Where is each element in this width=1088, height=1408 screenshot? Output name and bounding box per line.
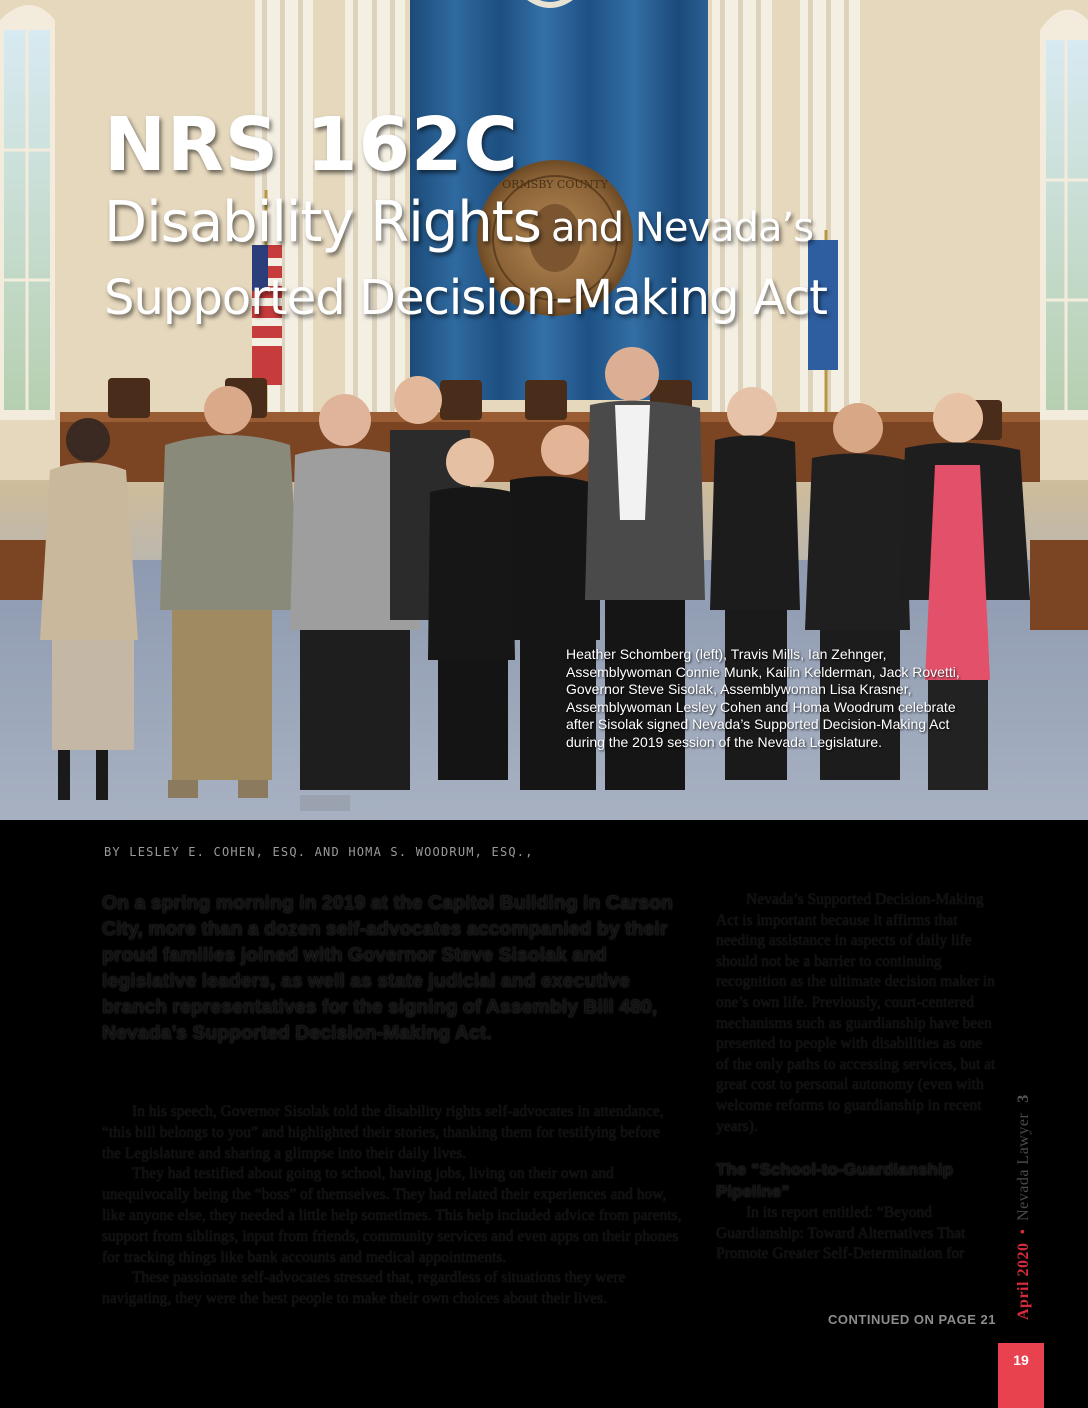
body-column-left <box>102 1102 682 1310</box>
body-paragraph: In his speech, Governor Sisolak told the disability rights self-advocates in attendance, “this bill belongs to you” and highlighted their stories, thanking them for testifying before the Legislature and sharing a glimpse into their daily lives. <box>102 1103 664 1162</box>
page-number: 19 <box>1013 1352 1029 1368</box>
photo-caption: Heather Schomberg (left), Travis Mills, Ian Zehnger, Assemblywoman Connie Munk, Kailin Kelderman, Jack Rovetti, Governor Steve Sisolak, Assemblywoman Lisa Krasner, Assemblywoman Lesley Cohen and Homa Woodrum celebrate after Sisolak signed Nevada’s Supported Decision-Making Act during the 2019 session of the Nevada Legislature. <box>566 646 960 750</box>
vertical-folio <box>1010 1020 1038 1320</box>
issue-date: April 2020 <box>1015 1242 1032 1320</box>
magazine-name: Nevada Lawyer <box>1015 1112 1032 1221</box>
body-paragraph: They had testified about going to school, having jobs, living on their own and unequivocally being the “boss” of themselves. They had related their experiences and how, like anyone else, they needed a little help sometimes. This help included advice from parents, support from siblings, input from friends, community services and even apps on their phones for tracking things like bank accounts and medical appointments. <box>102 1165 682 1266</box>
byline: BY LESLEY E. COHEN, ESQ. AND HOMA S. WOODRUM, ESQ., <box>104 845 534 859</box>
section-subhead: The “School-to-Guardianship Pipeline” <box>716 1160 954 1202</box>
body-column-right <box>716 890 998 1265</box>
folio-bullet: • <box>1015 1228 1032 1235</box>
headline-disability-rights: Disability Rights <box>104 190 541 255</box>
body-paragraph: These passionate self-advocates stressed that, regardless of situations they were navigating, they were the best people to make their own choices about their lives. <box>102 1269 626 1308</box>
continued-on-page-link[interactable]: CONTINUED ON PAGE 21 <box>828 1312 996 1327</box>
headline-act-name: Supported Decision-Making Act <box>104 270 827 326</box>
seal-text: ORMSBY COUNTY <box>502 178 608 191</box>
headline-subtitle-line <box>104 190 813 255</box>
lede-paragraph: On a spring morning in 2019 at the Capitol Building in Carson City, more than a dozen self-advocates accompanied by their proud families joined with Governor Steve Sisolak and legislative leaders, as well as state judicial and executive branch representatives for the signing of Assembly Bill 480, Nevada’s Supported Decision-Making Act. <box>102 892 673 1044</box>
body-paragraph: In its report entitled: “Beyond Guardianship: Toward Alternatives That Promote Greater Self-Determination for <box>716 1204 966 1263</box>
headline-and-nevadas: and Nevada’s <box>550 205 814 251</box>
body-paragraph: Nevada’s Supported Decision-Making Act is important because it affirms that needing assistance in aspects of daily life should not be a barrier to continuing recognition as the ultimate decision maker in one’s own life. Previously, court-centered mechanisms such as guardianship have been presented to people with disabilities as one of the only paths to accessing services, but at great cost to personal autonomy (even with welcome reforms to guardianship in recent years). <box>716 891 996 1135</box>
spine-number: 3 <box>1015 1094 1032 1103</box>
headline-title: NRS 162C <box>104 102 519 188</box>
